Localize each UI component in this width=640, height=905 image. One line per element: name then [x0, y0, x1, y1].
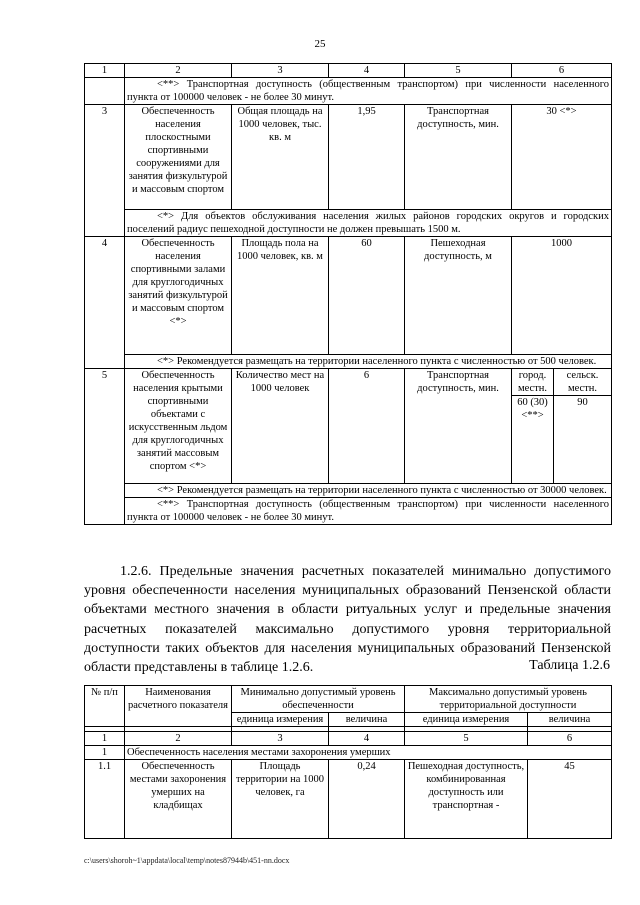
column-number: 4: [329, 732, 405, 746]
table-note-row: [85, 210, 612, 237]
header-cell: 1: [85, 64, 125, 78]
urban-value: 60 (30) <**>: [512, 396, 554, 484]
rural-value: 90: [554, 396, 612, 484]
indicator-unit: Площадь пола на 1000 человек, кв. м: [232, 237, 329, 355]
indicator-name: Обеспеченность населения спортивными залами для круглогодичных занятий физкультурой и массовым спортом <*>: [125, 237, 232, 355]
section-title: Обеспеченность населения местами захоронения умерших: [125, 746, 612, 760]
header-cell: 6: [512, 64, 612, 78]
header-cell: 3: [232, 64, 329, 78]
ritual-services-table: [84, 685, 612, 839]
table-note: <*> Рекомендуется размещать на территории населенного пункта с численностью от 500 человек.: [125, 355, 612, 369]
access-value: 1000: [512, 237, 612, 355]
table-note-row: [85, 355, 612, 369]
table-row: [85, 105, 612, 210]
section-number: 1: [85, 746, 125, 760]
page-number: 25: [314, 38, 326, 50]
table-note: <*> Для объектов обслуживания населения жилых районов городских округов и городских поселений радиус пешеходной доступности не должен превышать 1500 м.: [125, 210, 612, 237]
indicator-unit: Количество мест на 1000 человек: [232, 369, 329, 484]
header-min-value: величина: [329, 713, 405, 727]
access-unit: Транспортная доступность, мин.: [405, 369, 512, 484]
column-number: 3: [232, 732, 329, 746]
column-number: 6: [528, 732, 612, 746]
table-header-row: [85, 64, 612, 78]
column-numbers-row: [85, 732, 612, 746]
column-number: 5: [405, 732, 528, 746]
access-unit: Пешеходная доступность, комбинированная доступность или транспортная -: [405, 760, 528, 839]
access-value: 30 <*>: [512, 105, 612, 210]
table-row: [85, 369, 612, 396]
header-min-level: Минимально допустимый уровень обеспеченности: [232, 686, 405, 713]
indicator-name: Обеспеченность местами захоронения умерших на кладбищах: [125, 760, 232, 839]
indicator-value: 1,95: [329, 105, 405, 210]
indicator-value: 60: [329, 237, 405, 355]
rural-label: сельск. местн.: [554, 369, 612, 396]
indicators-table-continued: [84, 63, 612, 525]
header-num: № п/п: [85, 686, 125, 727]
table-note: <*> Рекомендуется размещать на территории населенного пункта с численностью от 30000 человек.: [125, 484, 612, 498]
indicator-unit: Общая площадь на 1000 человек, тыс. кв. м: [232, 105, 329, 210]
table-note-row: [85, 484, 612, 498]
header-max-value: величина: [528, 713, 612, 727]
indicator-unit: Площадь территории на 1000 человек, га: [232, 760, 329, 839]
access-unit: Пешеходная доступность, м: [405, 237, 512, 355]
indicator-value: 6: [329, 369, 405, 484]
row-number: 5: [85, 369, 125, 525]
header-cell: 2: [125, 64, 232, 78]
section-row: [85, 746, 612, 760]
table-row: [85, 237, 612, 355]
table-note: <**> Транспортная доступность (общественным транспортом) при численности населенного пункта от 100000 человек - не более 30 минут.: [125, 498, 612, 525]
header-cell: 4: [329, 64, 405, 78]
table-note-row: [85, 498, 612, 525]
header-min-unit: единица измерения: [232, 713, 329, 727]
indicator-name: Обеспеченность населения плоскостными спортивными сооружениями для занятия физкультурой и массовым спортом: [125, 105, 232, 210]
table-row: [85, 760, 612, 839]
access-value: 45: [528, 760, 612, 839]
indicator-value: 0,24: [329, 760, 405, 839]
header-max-level: Максимально допустимый уровень территориальной доступности: [405, 686, 612, 713]
header-cell: 5: [405, 64, 512, 78]
table-header-row: [85, 686, 612, 713]
indicator-name: Обеспеченность населения крытыми спортивными объектами с искусственным льдом для круглогодичных занятий массовым спортом <*>: [125, 369, 232, 484]
header-max-unit: единица измерения: [405, 713, 528, 727]
urban-label: город. местн.: [512, 369, 554, 396]
header-name: Наименования расчетного показателя: [125, 686, 232, 727]
column-number: 2: [125, 732, 232, 746]
row-number: 3: [85, 105, 125, 237]
access-unit: Транспортная доступность, мин.: [405, 105, 512, 210]
footer-file-path: c:\users\shoroh~1\appdata\local\temp\notes87944b\451-nn.docx: [84, 856, 290, 865]
column-number: 1: [85, 732, 125, 746]
row-number: 1.1: [85, 760, 125, 839]
row-number: 4: [85, 237, 125, 369]
table-note-row: [85, 78, 612, 105]
body-paragraph: 1.2.6. Предельные значения расчетных показателей минимально допустимого уровня обеспеченности населения муниципальных образований Пензенской области объектами местного значения в области ритуальных услуг и предельные значения расчетных показателей максимально допустимого уровня территориальной доступности таких объектов для населения муниципальных образований Пензенской области представлены в таблице 1.2.6.: [84, 564, 611, 676]
table-note: <**> Транспортная доступность (общественным транспортом) при численности населенного пункта от 100000 человек - не более 30 минут.: [125, 78, 612, 105]
table-caption: Таблица 1.2.6: [529, 658, 610, 673]
